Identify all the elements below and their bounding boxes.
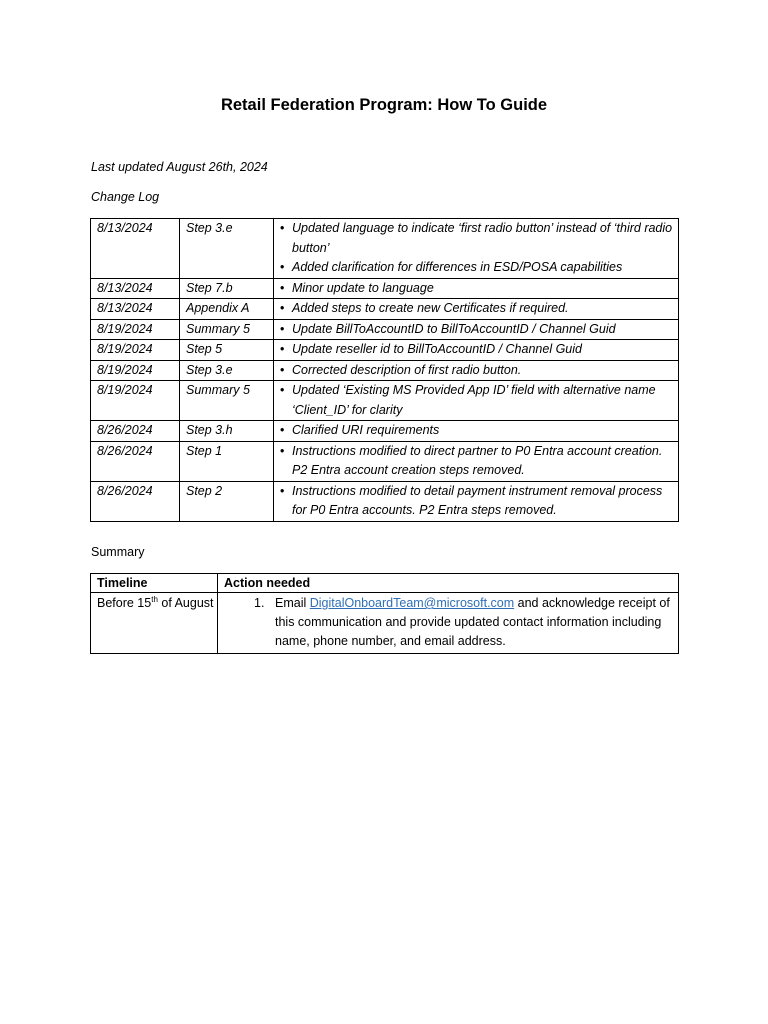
timeline-header: Timeline [91, 574, 218, 593]
change-log-row [91, 441, 679, 481]
change-description [274, 278, 679, 299]
change-date: 8/26/2024 [91, 421, 180, 442]
change-step: Summary 5 [180, 319, 274, 340]
change-log-row [91, 319, 679, 340]
change-bullet-item: • Minor update to language [280, 279, 674, 299]
change-log-table [90, 218, 679, 522]
change-description [274, 219, 679, 279]
change-step: Step 3.e [180, 360, 274, 381]
change-bullet-item: • Added clarification for differences in ESD/POSA capabilities [280, 258, 674, 278]
action-cell [218, 593, 679, 654]
change-description [274, 421, 679, 442]
change-log-row [91, 278, 679, 299]
last-updated-text: Last updated August 26th, 2024 [91, 160, 268, 174]
change-description [274, 319, 679, 340]
summary-heading: Summary [91, 545, 145, 559]
change-bullet-item: • Instructions modified to direct partner to P0 Entra account creation. P2 Entra account creation steps removed. [280, 442, 674, 481]
change-step: Step 3.h [180, 421, 274, 442]
change-date: 8/26/2024 [91, 481, 180, 521]
change-bullet-item: • Instructions modified to detail payment instrument removal process for P0 Entra accounts. P2 Entra steps removed. [280, 482, 674, 521]
change-step: Appendix A [180, 299, 274, 320]
action-header: Action needed [218, 574, 679, 593]
change-bullet-item: • Update BillToAccountID to BillToAccountID / Channel Guid [280, 320, 674, 340]
timeline-suffix: of August [157, 596, 214, 610]
summary-header-row [91, 574, 679, 593]
action-item [224, 594, 678, 651]
change-bullet-item: • Updated language to indicate ‘first radio button’ instead of ‘third radio button’ [280, 219, 674, 258]
change-date: 8/13/2024 [91, 278, 180, 299]
change-bullet-item: • Update reseller id to BillToAccountID / Channel Guid [280, 340, 674, 360]
action-text-pre: Email [275, 596, 310, 610]
change-date: 8/19/2024 [91, 381, 180, 421]
change-log-heading: Change Log [91, 190, 160, 204]
timeline-superscript: th [151, 594, 158, 604]
change-description [274, 360, 679, 381]
change-description [274, 441, 679, 481]
change-log-body [91, 219, 679, 522]
timeline-prefix: Before 15 [97, 596, 152, 610]
change-date: 8/26/2024 [91, 441, 180, 481]
change-step: Step 1 [180, 441, 274, 481]
change-step: Step 3.e [180, 219, 274, 279]
summary-table [90, 573, 679, 654]
change-date: 8/19/2024 [91, 360, 180, 381]
change-description [274, 481, 679, 521]
change-log-row [91, 299, 679, 320]
change-step: Summary 5 [180, 381, 274, 421]
timeline-cell [91, 593, 218, 654]
document-title: Retail Federation Program: How To Guide [220, 96, 548, 114]
change-log-row [91, 340, 679, 361]
change-bullet-item: • Clarified URI requirements [280, 421, 674, 441]
change-step: Step 7.b [180, 278, 274, 299]
change-description [274, 340, 679, 361]
change-log-row [91, 219, 679, 279]
summary-row [91, 593, 679, 654]
change-date: 8/13/2024 [91, 219, 180, 279]
action-number: 1. [254, 596, 265, 610]
change-bullet-item: • Updated ‘Existing MS Provided App ID’ field with alternative name ‘Client_ID’ for clarity [280, 381, 674, 420]
change-log-row [91, 421, 679, 442]
change-description [274, 299, 679, 320]
change-step: Step 2 [180, 481, 274, 521]
change-date: 8/19/2024 [91, 319, 180, 340]
change-date: 8/19/2024 [91, 340, 180, 361]
change-log-row [91, 481, 679, 521]
change-description [274, 381, 679, 421]
change-log-row [91, 381, 679, 421]
change-bullet-item: • Corrected description of first radio button. [280, 361, 674, 381]
action-text-post: and acknowledge receipt of this communication and provide updated contact information including name, phone number, and email address. [275, 596, 670, 648]
change-date: 8/13/2024 [91, 299, 180, 320]
change-step: Step 5 [180, 340, 274, 361]
change-log-row [91, 360, 679, 381]
email-link[interactable]: DigitalOnboardTeam@microsoft.com [309, 596, 515, 610]
change-bullet-item: • Added steps to create new Certificates if required. [280, 299, 674, 319]
